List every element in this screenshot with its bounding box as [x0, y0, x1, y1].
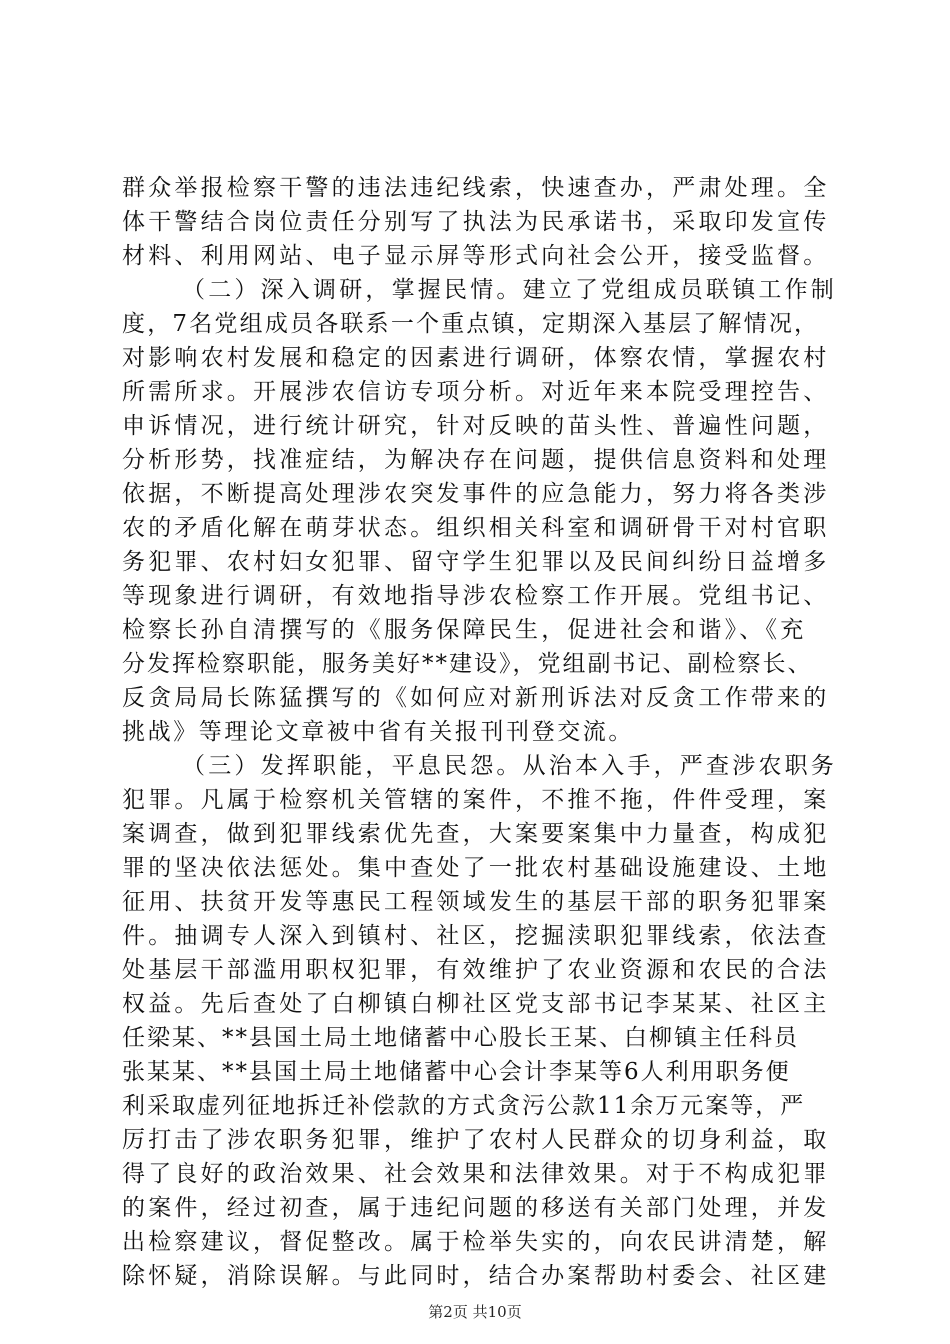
text-line: 案调查，做到犯罪线索优先查，大案要案集中力量查，构成犯: [122, 821, 830, 847]
text-line: 体干警结合岗位责任分别写了执法为民承诺书，采取印发宣传: [122, 209, 830, 235]
text-line: 度，7名党组成员各联系一个重点镇，定期深入基层了解情况，: [122, 311, 820, 337]
text-line: 得了良好的政治效果、社会效果和法律效果。对于不构成犯罪: [122, 1161, 830, 1187]
text-line: 反贪局局长陈猛撰写的《如何应对新刑诉法对反贪工作带来的: [122, 685, 830, 711]
text-line: 的案件，经过初查，属于违纪问题的移送有关部门处理，并发: [122, 1195, 830, 1221]
text-line: 处基层干部滥用职权犯罪，有效维护了农业资源和农民的合法: [122, 957, 830, 983]
text-line: 张某某、**县国土局土地储蓄中心会计李某等6人利用职务便: [122, 1059, 791, 1085]
text-line: 除怀疑，消除误解。与此同时，结合办案帮助村委会、社区建: [122, 1263, 830, 1289]
text-line: 征用、扶贫开发等惠民工程领域发生的基层干部的职务犯罪案: [122, 889, 830, 915]
text-line: 分析形势，找准症结，为解决存在问题，提供信息资料和处理: [122, 447, 830, 473]
text-line: 检察长孙自清撰写的《服务保障民生，促进社会和谐》、《充: [122, 617, 807, 643]
text-line: 权益。先后查处了白柳镇白柳社区党支部书记李某某、社区主: [122, 991, 830, 1017]
text-line: 厉打击了涉农职务犯罪，维护了农村人民群众的切身利益，取: [122, 1127, 830, 1153]
text-line: 依据，不断提高处理涉农突发事件的应急能力，努力将各类涉: [122, 481, 830, 507]
text-line: 件。抽调专人深入到镇村、社区，挖掘渎职犯罪线索，依法查: [122, 923, 830, 949]
text-line: 对影响农村发展和稳定的因素进行调研，体察农情，掌握农村: [122, 345, 830, 371]
text-line: （三）发挥职能，平息民怨。从治本入手，严查涉农职务: [182, 753, 837, 779]
text-line: 任梁某、**县国土局土地储蓄中心股长王某、白柳镇主任科员: [122, 1025, 799, 1051]
text-line: 群众举报检察干警的违法违纪线索，快速查办，严肃处理。全: [122, 175, 830, 201]
text-line: 务犯罪、农村妇女犯罪、留守学生犯罪以及民间纠纷日益增多: [122, 549, 830, 575]
text-line: 农的矛盾化解在萌芽状态。组织相关科室和调研骨干对村官职: [122, 515, 830, 541]
text-line: 罪的坚决依法惩处。集中查处了一批农村基础设施建设、土地: [122, 855, 830, 881]
text-line: 等现象进行调研，有效地指导涉农检察工作开展。党组书记、: [122, 583, 830, 609]
text-line: （二）深入调研，掌握民情。建立了党组成员联镇工作制: [182, 277, 837, 303]
text-line: 犯罪。凡属于检察机关管辖的案件，不推不拖，件件受理，案: [122, 787, 830, 813]
text-line: 申诉情况，进行统计研究，针对反映的苗头性、普遍性问题，: [122, 413, 830, 439]
text-line: 分发挥检察职能，服务美好**建设》，党组副书记、副检察长、: [122, 651, 813, 677]
text-line: 出检察建议，督促整改。属于检举失实的，向农民讲清楚，解: [122, 1229, 830, 1255]
page-number-footer: 第2页 共10页: [428, 1303, 522, 1321]
text-line: 材料、利用网站、电子显示屏等形式向社会公开，接受监督。: [122, 243, 830, 269]
text-line: 利采取虚列征地拆迁补偿款的方式贪污公款11余万元案等，严: [122, 1093, 806, 1119]
text-line: 挑战》等理论文章被中省有关报刊刊登交流。: [122, 719, 634, 745]
text-line: 所需所求。开展涉农信访专项分析。对近年来本院受理控告、: [122, 379, 830, 405]
